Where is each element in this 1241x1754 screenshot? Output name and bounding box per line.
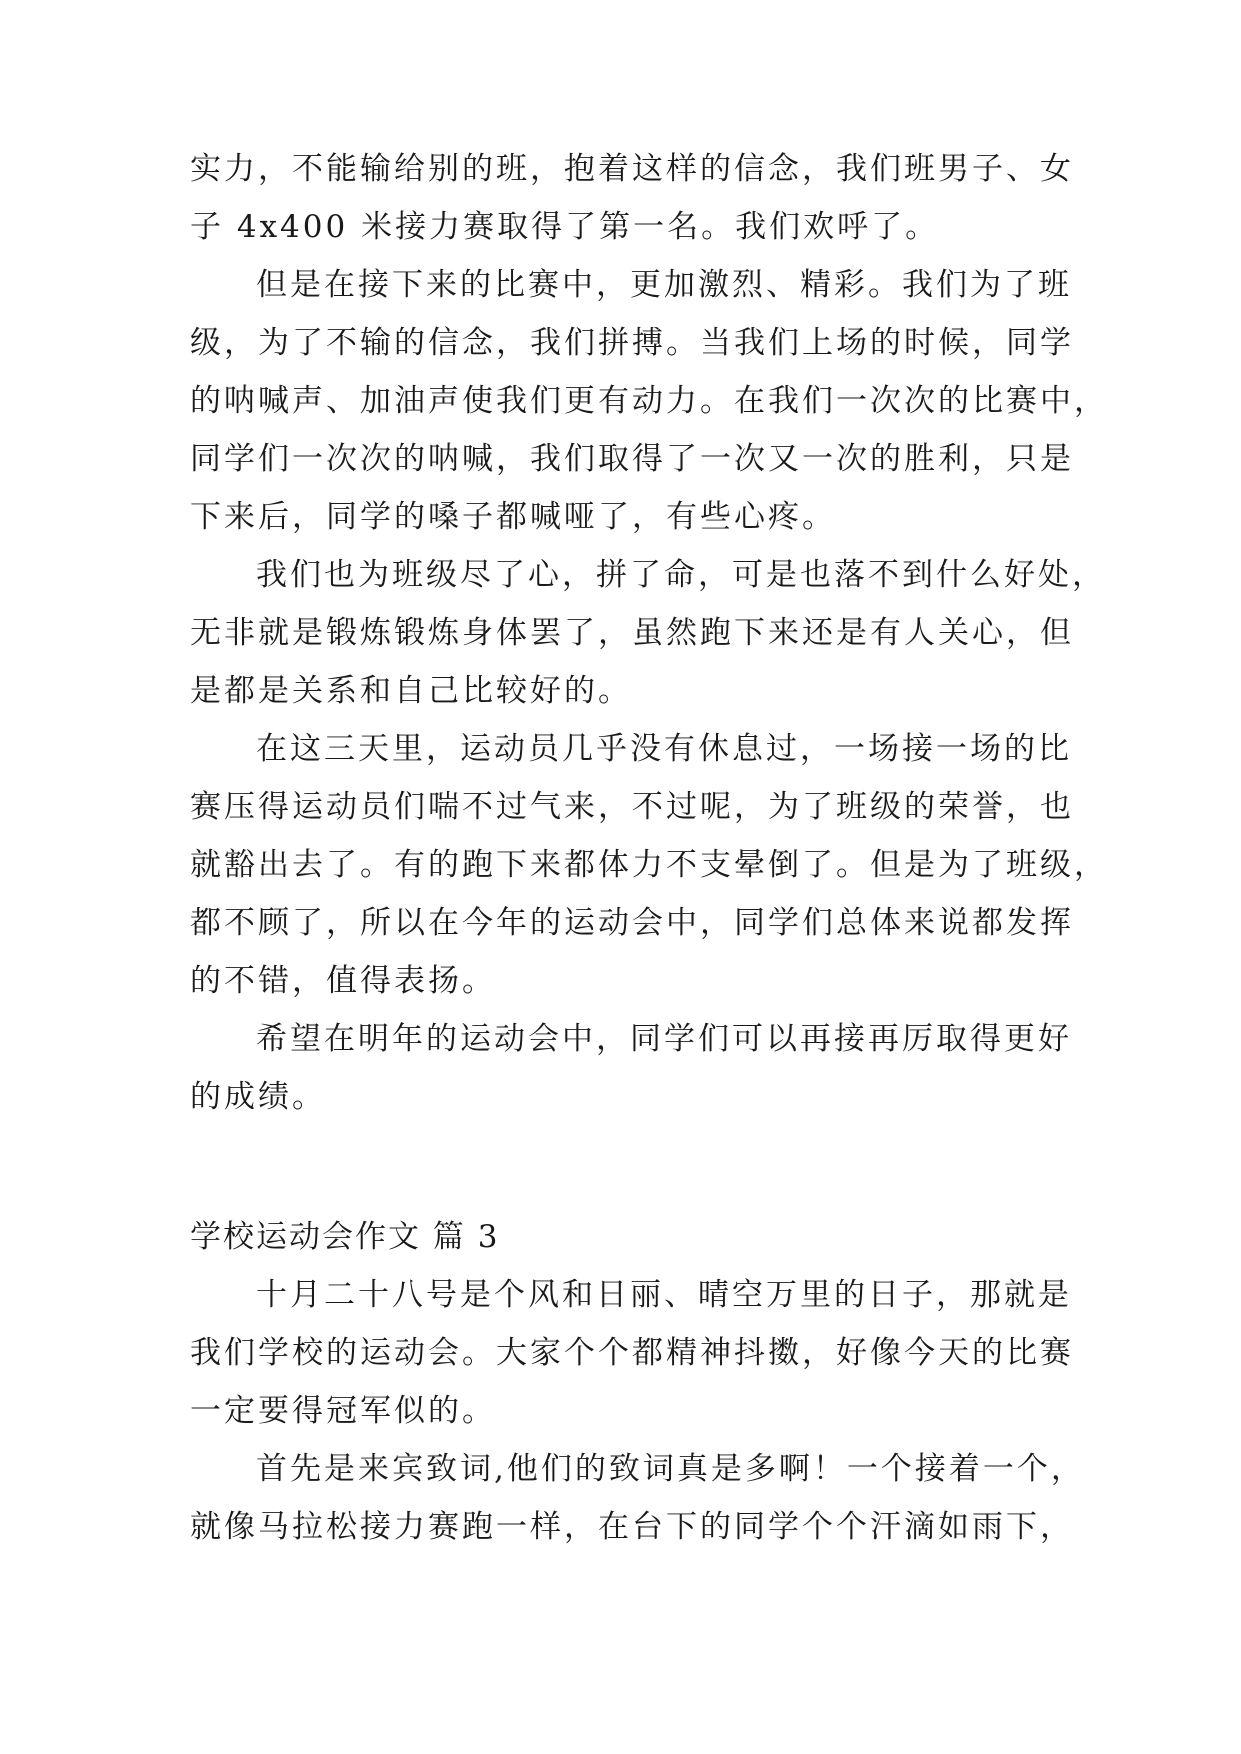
text-line: 一定要得冠军似的。	[190, 1393, 496, 1429]
section-heading-block	[190, 1208, 1050, 1266]
text-line: 无非就是锻炼锻炼身体罢了，虽然跑下来还是有人关心，但	[190, 615, 1074, 651]
text-line: 就像马拉松接力赛跑一样，在台下的同学个个汗滴如雨下，	[190, 1509, 1074, 1545]
section-heading: 学校运动会作文 篇 3	[190, 1219, 500, 1255]
text-line: 是都是关系和自己比较好的。	[190, 673, 632, 709]
text-line: 实力，不能输给别的班，抱着这样的信念，我们班男子、女	[190, 151, 1074, 187]
text-line: 的成绩。	[190, 1079, 326, 1115]
text-line: 子 4x400 米接力赛取得了第一名。我们欢呼了。	[190, 209, 940, 245]
body-text-bottom	[190, 1266, 1085, 1556]
text-line: 我们也为班级尽了心，拼了命，可是也落不到什么好处，	[256, 557, 1106, 593]
body-text-top	[190, 140, 1108, 1126]
text-line: 十月二十八号是个风和日丽、晴空万里的日子，那就是	[256, 1277, 1072, 1313]
text-line: 我们学校的运动会。大家个个都精神抖擞，好像今天的比赛	[190, 1335, 1074, 1371]
text-line: 下来后，同学的嗓子都喊哑了，有些心疼。	[190, 499, 836, 535]
paragraph-5	[190, 1010, 1072, 1126]
paragraph-4	[190, 720, 1108, 1010]
text-line: 希望在明年的运动会中，同学们可以再接再厉取得更好	[256, 1021, 1072, 1057]
text-line: 都不顾了，所以在今年的运动会中，同学们总体来说都发挥	[190, 905, 1074, 941]
text-line: 但是在接下来的比赛中，更加激烈、精彩。我们为了班	[256, 267, 1072, 303]
paragraph-2	[190, 256, 1108, 546]
text-line: 级，为了不输的信念，我们拼搏。当我们上场的时候，同学	[190, 325, 1074, 361]
paragraph-3	[190, 546, 1106, 720]
text-line: 首先是来宾致词,他们的致词真是多啊！一个接着一个，	[256, 1451, 1085, 1487]
text-line: 就豁出去了。有的跑下来都体力不支晕倒了。但是为了班级，	[190, 847, 1108, 883]
text-line: 赛压得运动员们喘不过气来，不过呢，为了班级的荣誉，也	[190, 789, 1074, 825]
paragraph-7	[190, 1440, 1085, 1556]
text-line: 的不错，值得表扬。	[190, 963, 496, 999]
text-line: 的呐喊声、加油声使我们更有动力。在我们一次次的比赛中，	[190, 383, 1108, 419]
text-line: 同学们一次次的呐喊，我们取得了一次又一次的胜利，只是	[190, 441, 1074, 477]
text-line: 在这三天里，运动员几乎没有休息过，一场接一场的比	[256, 731, 1072, 767]
paragraph-6	[190, 1266, 1074, 1440]
paragraph-1	[190, 140, 1074, 256]
